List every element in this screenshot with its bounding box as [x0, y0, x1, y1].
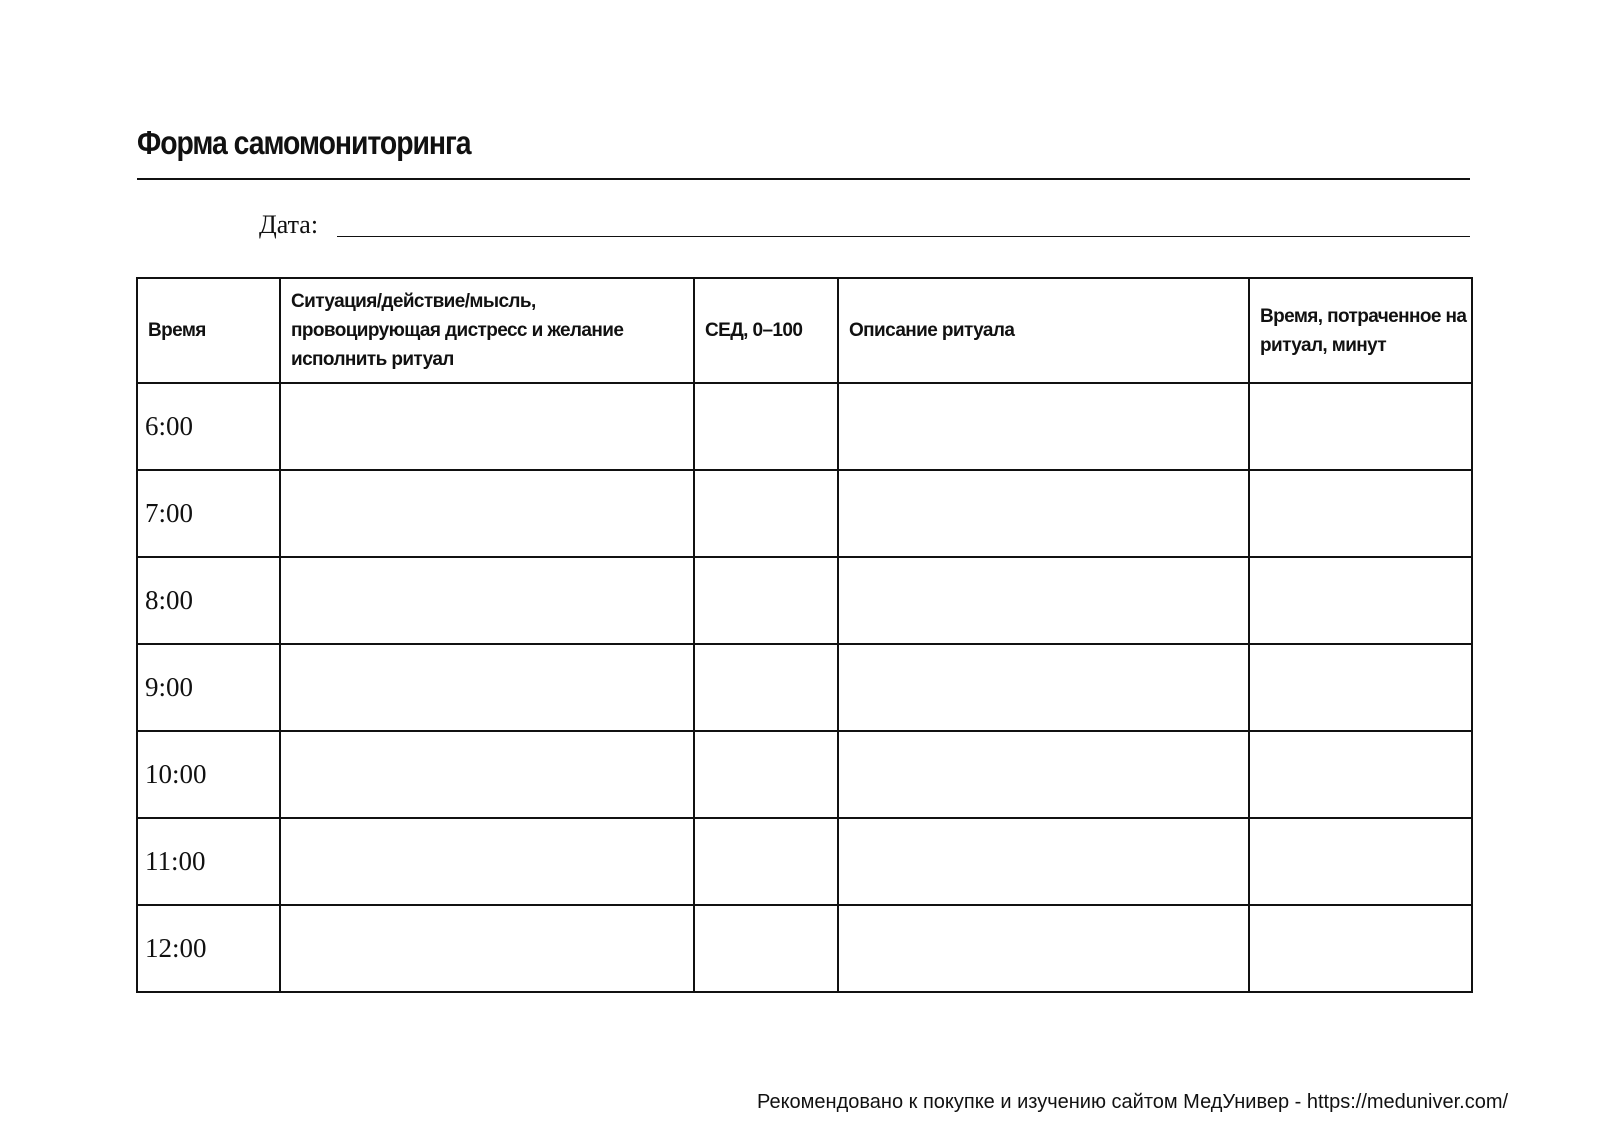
- header-ritual-description-label: Описание ритуала: [849, 320, 1015, 341]
- situation-cell[interactable]: [280, 731, 694, 818]
- situation-cell[interactable]: [280, 905, 694, 992]
- table-row: [137, 905, 1472, 992]
- table-row: [137, 644, 1472, 731]
- time-cell: 6:00: [137, 383, 280, 470]
- header-ritual-minutes-label: Время, потраченное на ритуал, минут: [1260, 305, 1467, 356]
- sud-cell[interactable]: [694, 557, 838, 644]
- situation-cell[interactable]: [280, 644, 694, 731]
- situation-cell[interactable]: [280, 818, 694, 905]
- header-sud: [694, 278, 838, 383]
- ritual-minutes-cell[interactable]: [1249, 905, 1472, 992]
- header-situation: [280, 278, 694, 383]
- header-ritual-minutes: [1249, 278, 1472, 383]
- ritual-description-cell[interactable]: [838, 818, 1249, 905]
- header-time: [137, 278, 280, 383]
- footer-watermark: Рекомендовано к покупке и изучению сайтом МедУнивер - https://meduniver.com/: [757, 1091, 1509, 1113]
- situation-cell[interactable]: [280, 470, 694, 557]
- time-cell: 12:00: [137, 905, 280, 992]
- form-title: Форма самомониторинга: [137, 124, 471, 161]
- sud-cell[interactable]: [694, 731, 838, 818]
- ritual-minutes-cell[interactable]: [1249, 644, 1472, 731]
- header-time-label: Время: [148, 320, 206, 341]
- ritual-description-cell[interactable]: [838, 644, 1249, 731]
- ritual-description-cell[interactable]: [838, 905, 1249, 992]
- date-label: Дата:: [259, 210, 319, 239]
- ritual-minutes-cell[interactable]: [1249, 557, 1472, 644]
- ritual-description-cell[interactable]: [838, 470, 1249, 557]
- ritual-minutes-cell[interactable]: [1249, 731, 1472, 818]
- sud-cell[interactable]: [694, 383, 838, 470]
- table-row: [137, 470, 1472, 557]
- time-cell: 11:00: [137, 818, 280, 905]
- ritual-minutes-cell[interactable]: [1249, 470, 1472, 557]
- table-row: [137, 557, 1472, 644]
- time-cell: 9:00: [137, 644, 280, 731]
- sud-cell[interactable]: [694, 644, 838, 731]
- ritual-minutes-cell[interactable]: [1249, 383, 1472, 470]
- table-row: [137, 731, 1472, 818]
- time-cell: 10:00: [137, 731, 280, 818]
- title-divider: [137, 178, 1470, 180]
- table-header-row: [137, 278, 1472, 383]
- situation-cell[interactable]: [280, 557, 694, 644]
- time-cell: 8:00: [137, 557, 280, 644]
- table-row: [137, 383, 1472, 470]
- ritual-description-cell[interactable]: [838, 557, 1249, 644]
- situation-cell[interactable]: [280, 383, 694, 470]
- ritual-description-cell[interactable]: [838, 383, 1249, 470]
- ritual-description-cell[interactable]: [838, 731, 1249, 818]
- header-ritual-description: [838, 278, 1249, 383]
- self-monitoring-table: [136, 277, 1473, 993]
- sud-cell[interactable]: [694, 905, 838, 992]
- header-situation-label: Ситуация/действие/мысль, провоцирующая дистресс и желание исполнить ритуал: [291, 291, 624, 370]
- sud-cell[interactable]: [694, 818, 838, 905]
- time-cell: 7:00: [137, 470, 280, 557]
- date-entry-line[interactable]: [337, 236, 1470, 237]
- table-row: [137, 818, 1472, 905]
- sud-cell[interactable]: [694, 470, 838, 557]
- ritual-minutes-cell[interactable]: [1249, 818, 1472, 905]
- header-sud-label: СЕД, 0–100: [705, 320, 803, 341]
